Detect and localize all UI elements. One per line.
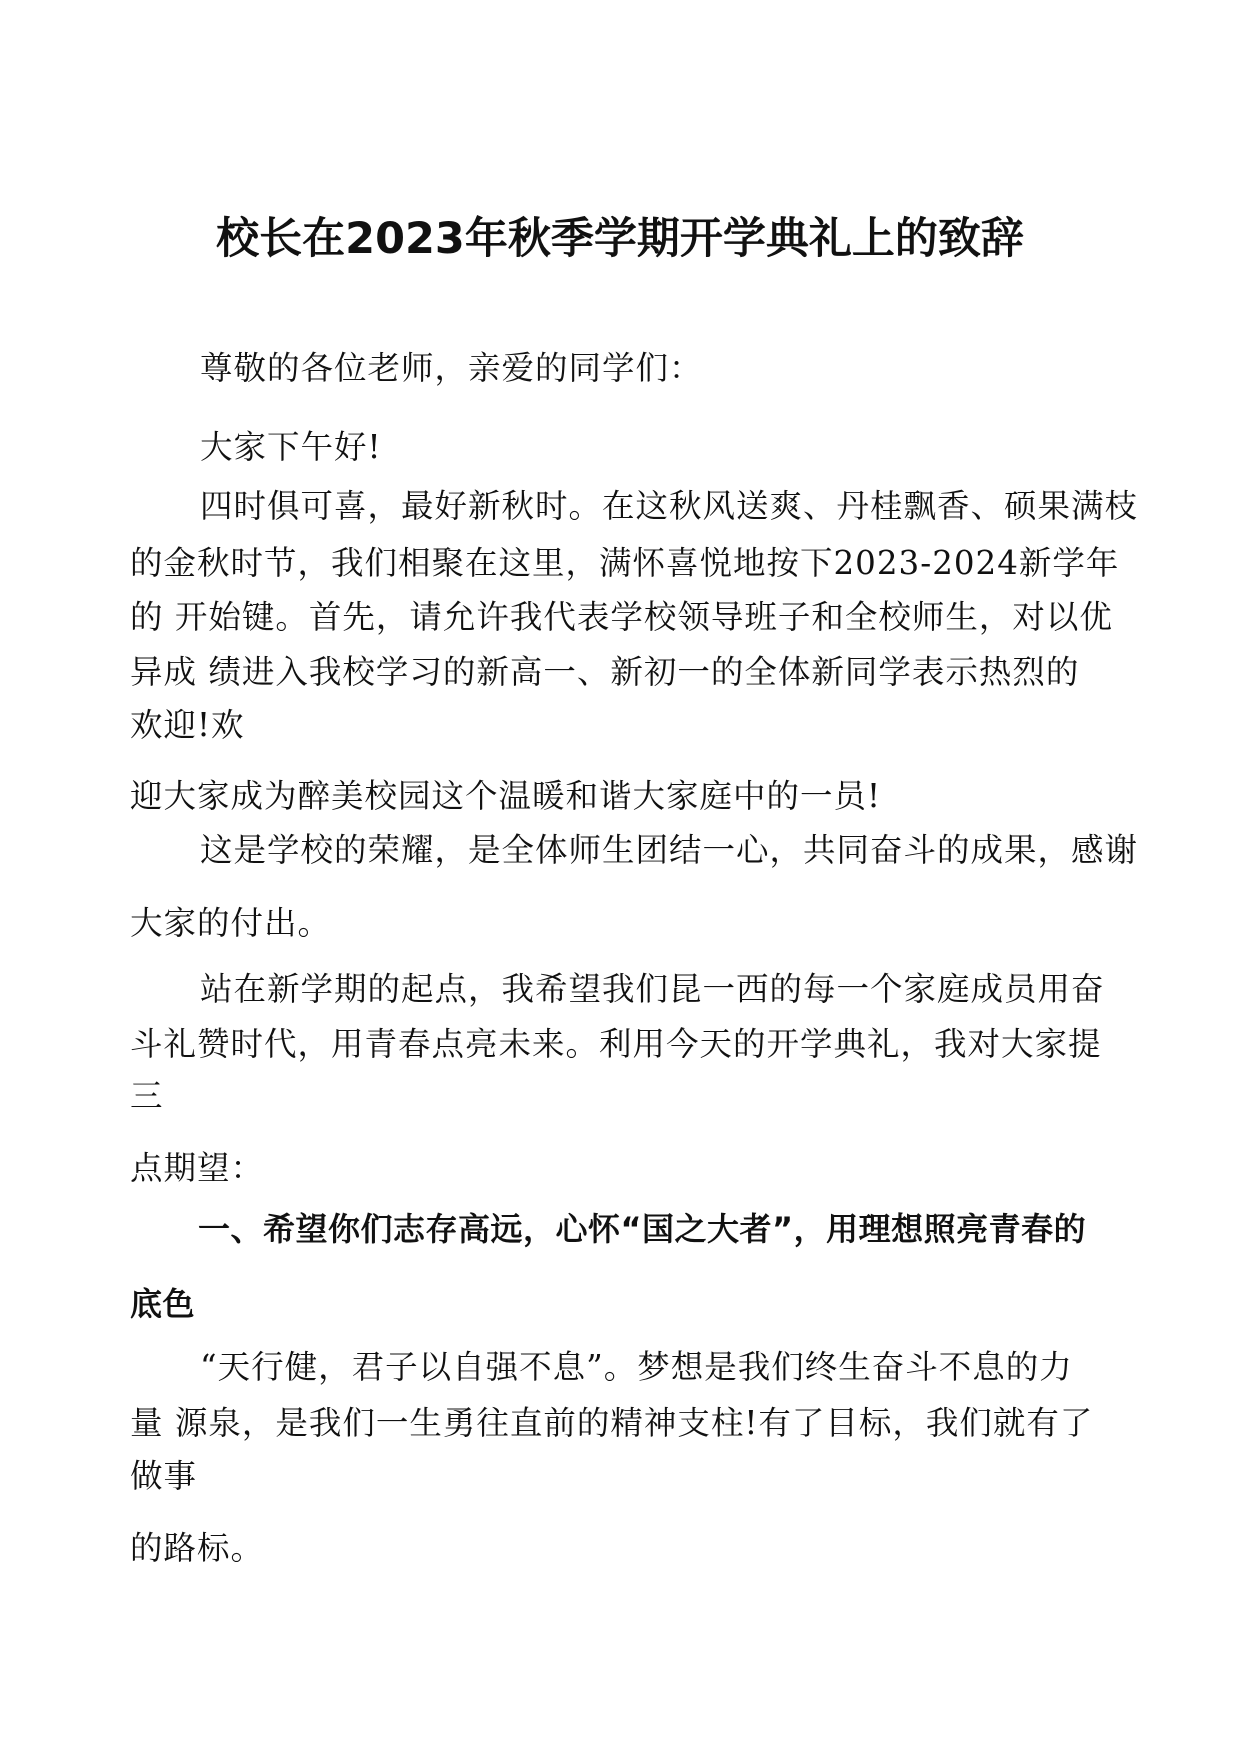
- paragraph-line: 量 源泉，是我们一生勇往直前的精神支柱!有了目标，我们就有了: [130, 1404, 1094, 1442]
- paragraph-line: 的 开始键。首先，请允许我代表学校领导班子和全校师生，对以优: [130, 598, 1113, 636]
- paragraph-line: 做事: [130, 1457, 198, 1495]
- paragraph-line: 这是学校的荣耀，是全体师生团结一心，共同奋斗的成果，感谢: [200, 831, 1139, 869]
- paragraph-line: 点期望：: [130, 1149, 265, 1187]
- paragraph-line: 大家的付出。: [130, 904, 332, 942]
- document-title: 校长在2023年秋季学期开学典礼上的致辞: [216, 214, 1024, 264]
- paragraph-line: 斗礼赞时代，用青春点亮未来。利用今天的开学典礼，我对大家提: [130, 1025, 1102, 1063]
- paragraph-line: 的路标。: [130, 1529, 265, 1567]
- greeting-line: 大家下午好!: [200, 428, 382, 466]
- paragraph-line: 四时俱可喜，最好新秋时。在这秋风送爽、丹桂飘香、硕果满枝: [200, 487, 1139, 525]
- section-heading: 底色: [130, 1285, 196, 1323]
- paragraph-line: 站在新学期的起点，我希望我们昆一西的每一个家庭成员用奋: [200, 970, 1105, 1008]
- section-heading: 一、希望你们志存高远，心怀“国之大者”，用理想照亮青春的: [198, 1210, 1087, 1248]
- paragraph-line: “天行健，君子以自强不息”。梦想是我们终生奋斗不息的力: [200, 1348, 1073, 1386]
- paragraph-line: 三: [130, 1077, 164, 1115]
- paragraph-line: 的金秋时节，我们相聚在这里，满怀喜悦地按下2023-2024新学年: [130, 544, 1120, 582]
- salutation-line: 尊敬的各位老师，亲爱的同学们：: [200, 349, 703, 387]
- paragraph-line: 迎大家成为醉美校园这个温暖和谐大家庭中的一员!: [130, 777, 882, 815]
- paragraph-line: 欢迎!欢: [130, 706, 245, 744]
- paragraph-line: 异成 绩进入我校学习的新高一、新初一的全体新同学表示热烈的: [130, 653, 1080, 691]
